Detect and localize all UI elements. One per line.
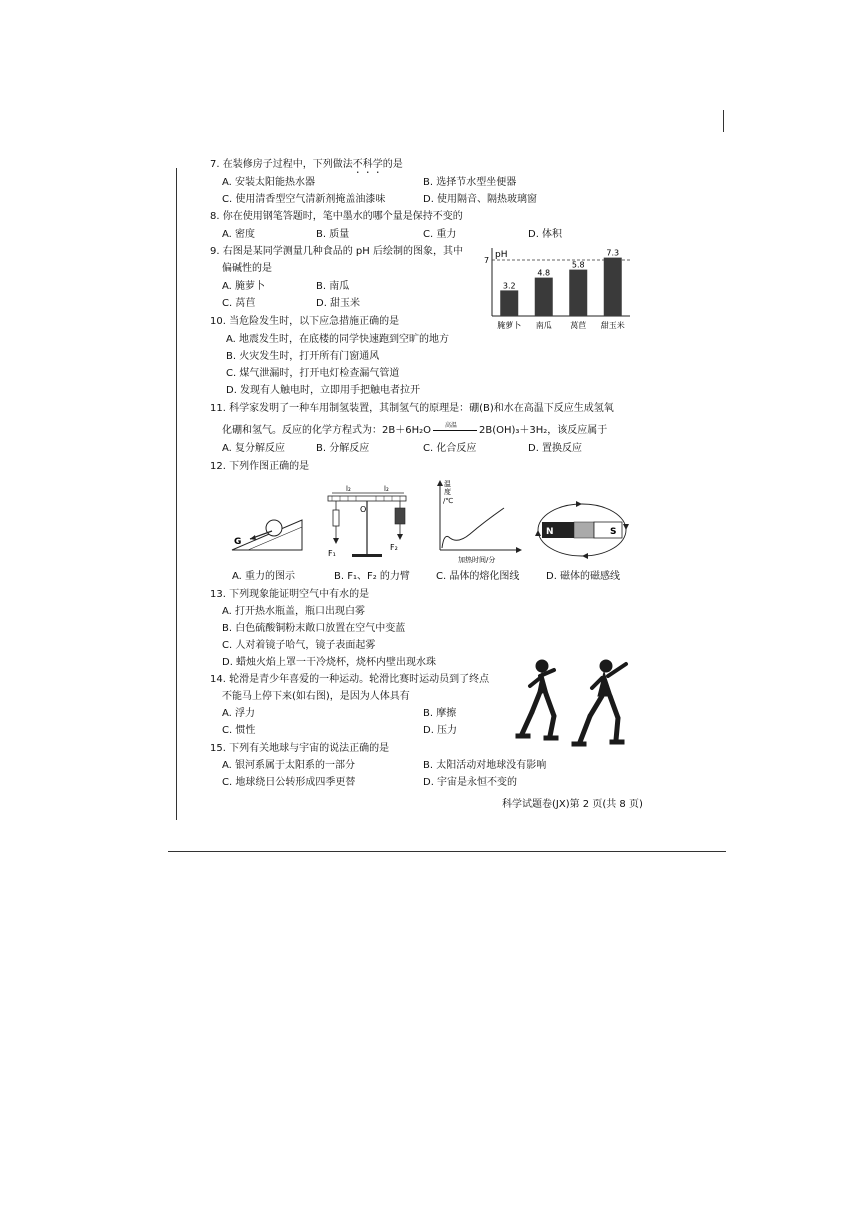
q8-option-a: A. 密度 <box>222 229 256 240</box>
bar-value-label: 3.2 <box>502 281 516 291</box>
bar-3 <box>569 270 587 316</box>
category-label: 腌萝卜 <box>497 321 522 330</box>
q12-caption-c: C. 晶体的熔化图线 <box>436 571 520 582</box>
q11-option-c: C. 化合反应 <box>423 443 477 454</box>
bar-2 <box>535 278 553 316</box>
q15-stem: 15. 下列有关地球与宇宙的说法正确的是 <box>210 743 390 754</box>
q7-option-b: B. 选择节水型坐便器 <box>423 177 517 188</box>
svg-text:l₂: l₂ <box>346 485 351 493</box>
svg-text:N: N <box>546 527 554 537</box>
q7-option-d: D. 使用隔音、隔热玻璃窗 <box>423 194 538 205</box>
q14-option-b: B. 摩擦 <box>423 708 457 719</box>
bottom-divider-line <box>168 851 726 852</box>
q15-option-b: B. 太阳活动对地球没有影响 <box>423 760 547 771</box>
svg-text:温: 温 <box>444 480 451 488</box>
figure-c-melting-curve <box>428 478 524 566</box>
q15-option-c: C. 地球绕日公转形成四季更替 <box>222 777 356 788</box>
q9-stem-line2: 偏碱性的是 <box>222 263 272 274</box>
q9-option-d: D. 甜玉米 <box>316 298 361 309</box>
q13-option-a: A. 打开热水瓶盖，瓶口出现白雾 <box>222 606 366 617</box>
page-footer: 科学试题卷(JX)第 2 页(共 8 页) <box>502 799 643 810</box>
q8-option-d: D. 体积 <box>528 229 563 240</box>
q9-option-a: A. 腌萝卜 <box>222 281 266 292</box>
q14-option-c: C. 惯性 <box>222 725 256 736</box>
melting-line <box>442 508 504 548</box>
q8-option-b: B. 质量 <box>316 229 350 240</box>
svg-text:O: O <box>360 505 367 514</box>
q8-option-c: C. 重力 <box>423 229 457 240</box>
q7-option-c: C. 使用清香型空气清新剂掩盖油漆味 <box>222 194 386 205</box>
q15-option-d: D. 宇宙是永恒不变的 <box>423 777 518 788</box>
q13-option-c: C. 人对着镜子哈气，镜子表面起雾 <box>222 640 376 651</box>
q14-stem-line1: 14. 轮滑是青少年喜爱的一种运动。轮滑比赛时运动员到了终点 <box>210 674 490 685</box>
q7-option-a: A. 安装太阳能热水器 <box>222 177 316 188</box>
figure-d-magnet <box>534 500 630 560</box>
q11-stem-line2: 化硼和氢气。反应的化学方程式为：2B＋6H₂O 高温 2B(OH)₃＋3H₂，该反应属于 <box>222 421 608 436</box>
bar-4 <box>604 258 622 316</box>
q8-stem: 8. 你在使用钢笔答题时，笔中墨水的哪个量是保持不变的 <box>210 211 463 222</box>
figure-a-incline <box>228 510 308 554</box>
svg-text:加热时间/分: 加热时间/分 <box>458 556 496 564</box>
q13-stem: 13. 下列现象能证明空气中有水的是 <box>210 589 370 600</box>
roller-skaters-illustration <box>514 656 638 752</box>
svg-text:F₂: F₂ <box>390 543 398 552</box>
skater-2 <box>572 660 626 746</box>
q11-option-a: A. 复分解反应 <box>222 443 286 454</box>
q15-option-a: A. 银河系属于太阳系的一部分 <box>222 760 356 771</box>
q13-option-b: B. 白色硫酸铜粉末敞口放置在空气中变蓝 <box>222 623 406 634</box>
q12-caption-d: D. 磁体的磁感线 <box>546 571 621 582</box>
q9-stem-line1: 9. 右图是某同学测量几种食品的 pH 后绘制的图象，其中 <box>210 246 463 257</box>
q9-option-c: C. 莴苣 <box>222 298 256 309</box>
ph-bar-chart <box>478 244 638 334</box>
bar-value-label: 5.8 <box>571 260 585 270</box>
q10-option-a: A. 地震发生时，在底楼的同学快速跑到空旷的地方 <box>226 334 450 345</box>
skater-1 <box>516 660 558 740</box>
q10-option-c: C. 煤气泄漏时，打开电灯检查漏气管道 <box>226 368 400 379</box>
weights <box>395 508 405 524</box>
category-label: 甜玉米 <box>600 321 625 330</box>
q7-stem: 7. 在装修房子过程中，下列做法不科学的是 <box>210 159 403 170</box>
q9-option-b: B. 南瓜 <box>316 281 350 292</box>
q11-option-b: B. 分解反应 <box>316 443 370 454</box>
y-axis-label: pH <box>495 250 508 260</box>
q11-stem-line1: 11. 科学家发明了一种车用制氢装置，其制氢气的原理是：硼(B)和水在高温下反应生成氢氧 <box>210 403 614 414</box>
category-label: 南瓜 <box>535 321 552 330</box>
q13-option-d: D. 蜡烛火焰上罩一干冷烧杯，烧杯内壁出现水珠 <box>222 657 437 668</box>
q12-stem: 12. 下列作图正确的是 <box>210 461 310 472</box>
top-right-mark <box>723 110 724 132</box>
q14-stem-line2: 不能马上停下来(如右图)，是因为人体具有 <box>222 691 410 702</box>
reaction-arrow: 高温 <box>433 430 477 431</box>
figure-b-lever <box>322 482 410 562</box>
q10-stem: 10. 当危险发生时，以下应急措施正确的是 <box>210 316 400 327</box>
spring-scale <box>333 510 339 526</box>
q14-option-a: A. 浮力 <box>222 708 256 719</box>
ball <box>266 520 282 536</box>
svg-text:S: S <box>610 527 617 537</box>
lever-bar <box>328 496 406 501</box>
category-label: 莴苣 <box>570 321 587 330</box>
gravity-label: G <box>234 537 242 547</box>
bar-value-label: 4.8 <box>537 268 551 278</box>
bar-1 <box>500 290 518 316</box>
svg-text:F₁: F₁ <box>328 549 336 558</box>
q11-option-d: D. 置换反应 <box>528 443 583 454</box>
left-margin-line <box>176 168 177 820</box>
svg-text:l₂: l₂ <box>384 485 389 493</box>
q14-option-d: D. 压力 <box>423 725 458 736</box>
svg-text:/℃: /℃ <box>443 497 454 505</box>
bar-value-label: 7.3 <box>606 248 620 258</box>
q10-option-d: D. 发现有人触电时，立即用手把触电者拉开 <box>226 385 421 396</box>
q12-caption-a: A. 重力的图示 <box>232 571 296 582</box>
q12-caption-b: B. F₁、F₂ 的力臂 <box>334 571 410 582</box>
q10-option-b: B. 火灾发生时，打开所有门窗通风 <box>226 351 380 362</box>
svg-text:度: 度 <box>444 488 451 496</box>
magnet-middle <box>574 522 594 538</box>
reference-line-label: 7 <box>484 256 490 265</box>
magnet-s <box>594 522 622 538</box>
